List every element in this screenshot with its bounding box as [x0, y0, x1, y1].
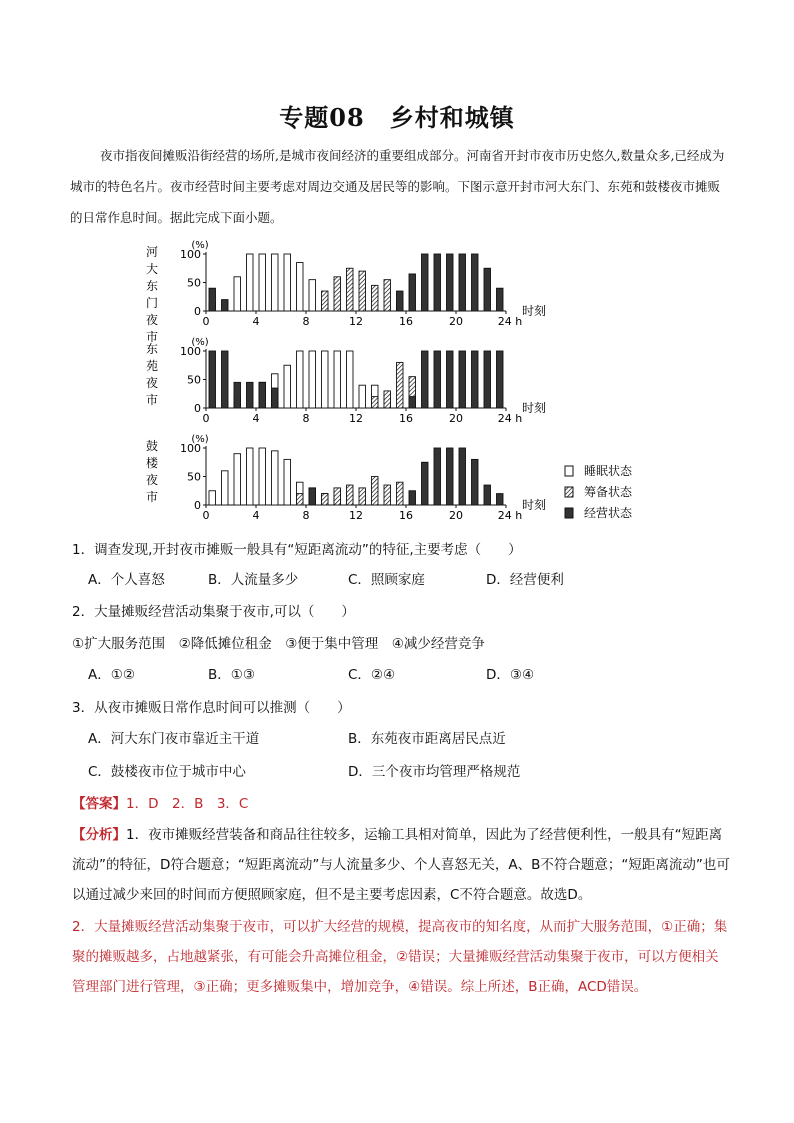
legend-sleep-label: 睡眠状态: [584, 464, 633, 478]
panel2-bar-operate: [497, 351, 504, 408]
analysis-paragraph-1: [72, 820, 732, 910]
panel3-bar-sleep: [222, 471, 229, 505]
panel3-bar-operate: [472, 459, 479, 505]
panel3-bar-operate: [422, 462, 429, 505]
panel3-xtick-label: 16: [399, 509, 413, 522]
panel2-title-char: 夜: [145, 376, 159, 390]
q2-option-c[interactable]: C．②④: [348, 667, 396, 683]
panel1-bar-operate: [447, 254, 454, 311]
panel3-bar-operate: [434, 448, 441, 505]
panel2-bar-operate: [247, 382, 254, 408]
panel2-bar-sleep: [347, 351, 354, 408]
legend-prep-label: 筹备状态: [584, 485, 633, 499]
panel3-title-char: 夜: [145, 473, 159, 487]
panel2-ylabel: (%): [191, 337, 209, 348]
panel1-bar-operate: [222, 300, 229, 311]
panel1-bar-sleep: [259, 254, 266, 311]
panel3-bar-operate: [484, 485, 491, 505]
panel3-title-char: 楼: [145, 456, 159, 470]
panel1-bar-sleep: [297, 263, 304, 311]
panel3-bar-prep: [372, 477, 379, 506]
panel3-ytick-label: 50: [187, 470, 201, 484]
q3-option-c[interactable]: C．鼓楼夜市位于城市中心: [88, 764, 246, 780]
panel3-ylabel: (%): [191, 434, 209, 445]
panel2-xtick-label: 0: [202, 412, 210, 425]
panel2-bar-sleep: [284, 365, 291, 408]
panel3-xtick-label: 8: [302, 509, 310, 522]
panel2-title-char: 市: [145, 393, 159, 407]
panel2-bar-operate: [484, 351, 491, 408]
panel3-bar-sleep: [259, 448, 266, 505]
panel1-bar-operate: [409, 274, 416, 311]
q1-option-b[interactable]: B．人流量多少: [208, 572, 299, 588]
panel1-title-char: 门: [145, 296, 159, 310]
panel2-bar-operate: [259, 382, 266, 408]
panel2-bar-sleep: [334, 351, 341, 408]
panel2-ytick-label: 100: [180, 345, 201, 358]
panel1-bar-operate: [434, 254, 441, 311]
answer-tag: 【答案】: [72, 796, 126, 812]
panel1-bar-sleep: [247, 254, 254, 311]
answer-text: 1．D 2．B 3．C: [126, 796, 249, 812]
panel2-bar-sleep: [322, 351, 329, 408]
panel1-bar-operate: [497, 288, 504, 311]
panel3-bar-prep: [359, 488, 366, 505]
panel1-title-char: 市: [145, 330, 159, 344]
panel3-xtick-label: 12: [349, 509, 363, 522]
panel2-bar-sleep: [309, 351, 316, 408]
legend-prep-swatch: [565, 487, 573, 497]
panel1-bar-prep: [384, 280, 391, 311]
panel2-bar-operate: [409, 397, 416, 408]
panel2-bar-prep: [384, 391, 391, 408]
analysis-text-1: 1．夜市摊贩经营装备和商品往往较多，运输工具相对简单，因此为了经营便利性，一般具有“短距离流动”的特征，D符合题意；“短距离流动”与人流量多少、个人喜怒无关，A、B不符合题意；“短距离流动”也可以通过减少来回的时间而方便照顾家庭，但不是主要考虑因素，C不符合题意。故选D。: [72, 827, 730, 903]
q3-option-a[interactable]: A．河大东门夜市靠近主干道: [88, 731, 260, 747]
question-1-stem: 1．调查发现,开封夜市摊贩一般具有“短距离流动”的特征,主要考虑（ ）: [72, 542, 522, 558]
panel1-xtick-label: 12: [349, 315, 363, 328]
panel2-xtick-label: 12: [349, 412, 363, 425]
panel2-xlabel: 时刻: [522, 401, 547, 415]
panel1-ytick-label: 100: [180, 248, 201, 261]
panel3-xtick-label: 4: [252, 509, 260, 522]
chart-legend: [565, 463, 633, 520]
q3-option-d[interactable]: D．三个夜市均管理严格规范: [348, 764, 521, 780]
panel2-xtick-label: 16: [399, 412, 413, 425]
panel1-bar-operate: [459, 254, 466, 311]
panel3-bar-prep: [397, 482, 404, 505]
panel1-bar-sleep: [272, 254, 279, 311]
q2-option-b[interactable]: B．①③: [208, 667, 255, 683]
panel2-bar-operate: [209, 351, 216, 408]
panel3-ytick-label: 100: [180, 442, 201, 455]
panel2-bar-operate: [234, 382, 241, 408]
q3-option-b[interactable]: B．东苑夜市距离居民点近: [348, 731, 506, 747]
intro-paragraph: 夜市指夜间摊贩沿街经营的场所,是城市夜间经济的重要组成部分。河南省开封市夜市历史悠久,数量众多,已经成为城市的特色名片。夜市经营时间主要考虑对周边交通及居民等的影响。下图示意开封市河大东门、东苑和鼓楼夜市摊贩的日常作息时间。据此完成下面小题。: [70, 148, 725, 225]
q2-option-d[interactable]: D．③④: [486, 667, 535, 683]
panel1-xtick-label: 16: [399, 315, 413, 328]
panel1-bar-prep: [347, 268, 354, 311]
analysis-paragraph-2: 2．大量摊贩经营活动集聚于夜市，可以扩大经营的规模，提高夜市的知名度，从而扩大服务范围，①正确；集聚的摊贩越多，占地越紧张，有可能会升高摊位租金，②错误；大量摊贩经营活动集聚于夜市，可以方便相关管理部门进行管理，③正确；更多摊贩集中，增加竞争，④错误。综上所述，B正确，ACD错误。: [72, 919, 728, 995]
panel2-bar-operate: [459, 351, 466, 408]
panel3-bar-prep: [347, 485, 354, 505]
question-3-stem: 3．从夜市摊贩日常作息时间可以推测（ ）: [72, 700, 351, 716]
panel1-title-char: 东: [145, 279, 159, 293]
panel3-ytick-label: 0: [194, 499, 201, 512]
panel2-xtick-label: 4: [252, 412, 260, 425]
panel2-title-char: 东: [145, 342, 159, 356]
panel1-bar-operate: [397, 291, 404, 311]
panel1-xtick-label: 20: [449, 315, 463, 328]
panel3-title-char: 鼓: [145, 439, 159, 453]
panel3-bar-operate: [409, 491, 416, 505]
legend-operate-label: 经营状态: [584, 506, 633, 520]
panel3-bar-operate: [309, 488, 316, 505]
page-title: 专题08 乡村和城镇: [279, 103, 515, 132]
panel2-bar-operate: [222, 351, 229, 408]
panel2-xtick-label: 8: [302, 412, 310, 425]
panel3-bar-sleep: [234, 454, 241, 505]
night-market-charts: [140, 232, 660, 532]
legend-operate-swatch: [565, 508, 573, 518]
panel1-bar-prep: [322, 291, 329, 311]
panel1-xtick-label: 24 h: [497, 315, 523, 328]
panel1-bar-operate: [484, 268, 491, 311]
panel3-bar-prep: [322, 494, 329, 505]
panel1-xtick-label: 8: [302, 315, 310, 328]
panel1-xlabel: 时刻: [522, 304, 547, 318]
panel3-bar-prep: [297, 494, 304, 505]
panel3-bar-sleep: [284, 459, 291, 505]
panel2-ytick-label: 50: [187, 373, 201, 387]
panel1-title-char: 夜: [145, 313, 159, 327]
panel1-ylabel: (%): [191, 240, 209, 251]
legend-sleep-swatch: [565, 466, 573, 476]
panel1-bar-prep: [334, 277, 341, 311]
panel3-bar-operate: [459, 448, 466, 505]
panel1-bar-prep: [372, 285, 379, 311]
panel3-bar-operate: [447, 448, 454, 505]
panel3-bar-prep: [334, 488, 341, 505]
panel2-bar-operate: [447, 351, 454, 408]
panel2-xtick-label: 20: [449, 412, 463, 425]
panel3-bar-prep: [384, 485, 391, 505]
panel1-ytick-label: 0: [194, 305, 201, 318]
question-2-stem: 2．大量摊贩经营活动集聚于夜市,可以（ ）: [72, 604, 355, 620]
panel2-bar-sleep: [359, 385, 366, 408]
q1-option-d[interactable]: D．经营便利: [486, 572, 564, 588]
panel2-bar-operate: [272, 388, 279, 408]
panel3-title-char: 市: [145, 490, 159, 504]
panel2-bar-operate: [472, 351, 479, 408]
answer-line: [72, 792, 248, 812]
q1-option-a[interactable]: A．个人喜怒: [88, 572, 165, 588]
panel2-bar-sleep: [297, 351, 304, 408]
panel2-ytick-label: 0: [194, 402, 201, 415]
panel3-xtick-label: 24 h: [497, 509, 523, 522]
panel3-bar-sleep: [247, 448, 254, 505]
panel1-ytick-label: 50: [187, 276, 201, 290]
question-2-statements: ①扩大服务范围 ②降低摊位租金 ③便于集中管理 ④减少经营竞争: [72, 636, 485, 652]
panel1-bar-prep: [359, 271, 366, 311]
panel3-bar-sleep: [209, 491, 216, 505]
panel1-bar-sleep: [234, 277, 241, 311]
panel1-bar-operate: [209, 288, 216, 311]
q1-option-c[interactable]: C．照顾家庭: [348, 572, 425, 588]
panel3-bar-operate: [497, 494, 504, 505]
panel1-title-char: 大: [145, 262, 159, 276]
panel3-xtick-label: 20: [449, 509, 463, 522]
panel1-bar-operate: [472, 254, 479, 311]
panel1-bar-sleep: [284, 254, 291, 311]
panel2-bar-operate: [422, 351, 429, 408]
panel2-bar-prep: [397, 362, 404, 408]
panel3-xlabel: 时刻: [522, 498, 547, 512]
panel2-bar-operate: [434, 351, 441, 408]
panel1-title-char: 河: [145, 245, 159, 259]
panel1-bar-operate: [422, 254, 429, 311]
panel3-bar-sleep: [272, 451, 279, 505]
panel1-bar-sleep: [309, 280, 316, 311]
panel1-xtick-label: 0: [202, 315, 210, 328]
analysis-tag: 【分析】: [72, 827, 126, 843]
panel1-xtick-label: 4: [252, 315, 260, 328]
q2-option-a[interactable]: A．①②: [88, 667, 135, 683]
panel2-bar-prep: [372, 397, 379, 408]
panel3-xtick-label: 0: [202, 509, 210, 522]
panel2-title-char: 苑: [145, 359, 159, 373]
panel2-xtick-label: 24 h: [497, 412, 523, 425]
